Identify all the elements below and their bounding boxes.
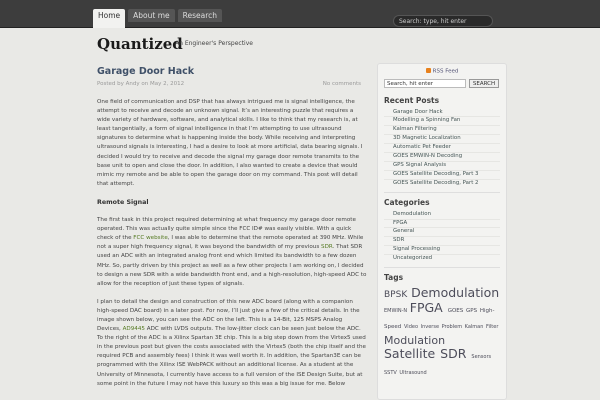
recent-post-item[interactable]: GOES EMWIN-N Decoding	[384, 152, 500, 161]
recent-post-item[interactable]: Automatic Pet Feeder	[384, 143, 500, 152]
sidebar-search	[384, 79, 500, 88]
categories-widget	[384, 198, 500, 268]
site-title[interactable]: Quantized	[97, 35, 183, 53]
tag-link[interactable]: FPGA	[409, 300, 447, 316]
tag-link[interactable]: Filter	[486, 324, 499, 331]
tag-link[interactable]: Ultrasound	[399, 370, 427, 377]
tag-link[interactable]: Demodulation	[411, 285, 500, 301]
recent-post-item[interactable]: GPS Signal Analysis	[384, 161, 500, 170]
tag-link[interactable]: EMWIN-N	[384, 308, 409, 315]
text: . That SDR used an ADC with an integrated analog front end which limited its bandwidth to a few dozen MHz. So, partly driven by this project as well as a few other projects I am working on, I decided to design a new SDR with a wide bandwidth front end, and a high-resolution, high-speed ADC to allow for the reception of just these types of signals.	[97, 244, 367, 287]
post-content	[97, 66, 367, 398]
main-nav	[93, 9, 222, 28]
recent-posts-widget	[384, 96, 500, 193]
rss-label: RSS Feed	[432, 68, 459, 75]
sidebar-search-button[interactable]: SEARCH	[469, 79, 499, 88]
post-byline: Posted by Andy on May 2, 2012	[97, 81, 185, 87]
paragraph-remote	[97, 216, 367, 289]
tag-link[interactable]: BPSK	[384, 290, 411, 301]
recent-post-item[interactable]: Garage Door Hack	[393, 108, 443, 115]
top-search-input[interactable]: Search: type, hit enter	[393, 15, 493, 27]
tag-link[interactable]: GPS	[466, 308, 479, 315]
paragraph-adc	[97, 298, 367, 389]
sidebar-search-input[interactable]: Search, hit enter	[384, 79, 466, 88]
sidebar	[377, 63, 507, 400]
tag-link[interactable]: Video	[404, 324, 420, 331]
tags-title: Tags	[384, 273, 404, 283]
tag-link[interactable]: Problem	[441, 324, 464, 331]
tag-link[interactable]: Satellite	[384, 346, 440, 362]
section-heading-remote-signal: Remote Signal	[97, 198, 149, 206]
nav-home[interactable]: Home	[93, 9, 125, 28]
text: , I was able to determine that the remote operated at 390 MHz. While not a super high frequency signal, it was beyond the bandwidth of my previous	[97, 235, 364, 251]
sdr-link[interactable]: SDR	[321, 244, 333, 251]
rss-icon	[426, 68, 431, 73]
rss-feed-link[interactable]	[384, 68, 500, 75]
category-item[interactable]: FPGA	[384, 219, 500, 228]
recent-post-item[interactable]: Kalman Filtering	[384, 125, 500, 134]
nav-research[interactable]: Research	[178, 9, 222, 22]
fcc-website-link[interactable]: FCC website	[133, 235, 168, 242]
tag-link[interactable]: Sensors	[471, 354, 492, 361]
recent-post-item[interactable]: GOES Satellite Decoding, Part 2	[384, 179, 500, 188]
paragraph-intro: One field of communication and DSP that has always intrigued me is signal intelligence, the attempt to receive and decode an unknown signal. It’s an interesting puzzle that requires a wide variety of hardware, software, and analytical skills. I like to think that my research is, at least tangentially, a form of signal intelligence in that I’m attempting to use ultrasound signatures to determine what is happening inside the body. While receiving and interpreting ultrasound signals is interesting, I had a desire to look at more artificial, data bearing signals. I decided I would try to receive and decode the signal my garage door remote transmits to the base unit to open and close the door. In addition, I also wanted to create a device that would mimic my remote and be able to open the garage door on my command. This post will detail that attempt.	[97, 99, 363, 187]
post-body	[97, 98, 367, 389]
tag-cloud	[384, 286, 500, 379]
text: The first task in this project required determining at what frequency my garage door remote operated. This was actually quite simple since the FCC ID# was easily visible. With a quick check of the	[97, 217, 356, 242]
category-item[interactable]: SDR	[384, 236, 500, 245]
tag-link[interactable]: SSTV	[384, 370, 399, 377]
tags-widget	[384, 273, 500, 383]
recent-post-item[interactable]: 3D Magnetic Localization	[384, 134, 500, 143]
top-bar	[0, 0, 600, 28]
text: I plan to detail the design and construction of this new ADC board (along with a companion high-speed DAC board) in a later post. For now, I’ll just give a few of the critical details. In the image shown below, you can see the ADC on the left. This is a 14-Bit, 125 MSPS Analog Devices,	[97, 298, 360, 333]
category-item[interactable]: Uncategorized	[384, 254, 500, 263]
category-item[interactable]: Signal Processing	[384, 245, 500, 254]
text: ADC with LVDS outputs. The low-jitter clock can be seen just below the ADC. To the right of the ADC is a Xilinx Spartan 3E chip. This is a big step down from the Virtex5 used in the previous post but given the costs associated with the Virtex5 (both the chip itself and the required PCB and assembly fees) I think it was well worth it. In addition, the Spartan3E can be programmed with the Xilinx ISE WebPACK without an additional license. As a student at the University of Minnesota, I currently have access to a full version of the ISE Design Suite, but at some point in the future I may not have this luxury so this was a big issue for me. Below	[97, 326, 366, 387]
recent-posts-title: Recent Posts	[384, 95, 440, 105]
comments-link[interactable]: No comments	[322, 81, 361, 87]
recent-post-item[interactable]: Modelling a Spinning Fan	[384, 116, 500, 125]
category-item[interactable]: Demodulation	[393, 210, 431, 217]
tag-link[interactable]: High-Speed	[384, 308, 495, 331]
tag-link[interactable]: Inverse	[420, 324, 441, 331]
tag-link[interactable]: Modulation	[384, 334, 446, 348]
nav-about-me[interactable]: About me	[128, 9, 174, 22]
tag-link[interactable]: Kalman	[464, 324, 485, 331]
tag-link[interactable]: SDR	[440, 346, 471, 362]
ad9445-link[interactable]: AD9445	[122, 326, 145, 333]
category-item[interactable]: General	[384, 227, 500, 236]
site-description: An Engineer's Perspective	[175, 40, 253, 47]
tag-link[interactable]: GOES	[447, 308, 466, 315]
recent-post-item[interactable]: GOES Satellite Decoding, Part 3	[384, 170, 500, 179]
categories-title: Categories	[384, 197, 430, 207]
post-title[interactable]: Garage Door Hack	[97, 66, 195, 77]
post-meta	[97, 81, 367, 89]
